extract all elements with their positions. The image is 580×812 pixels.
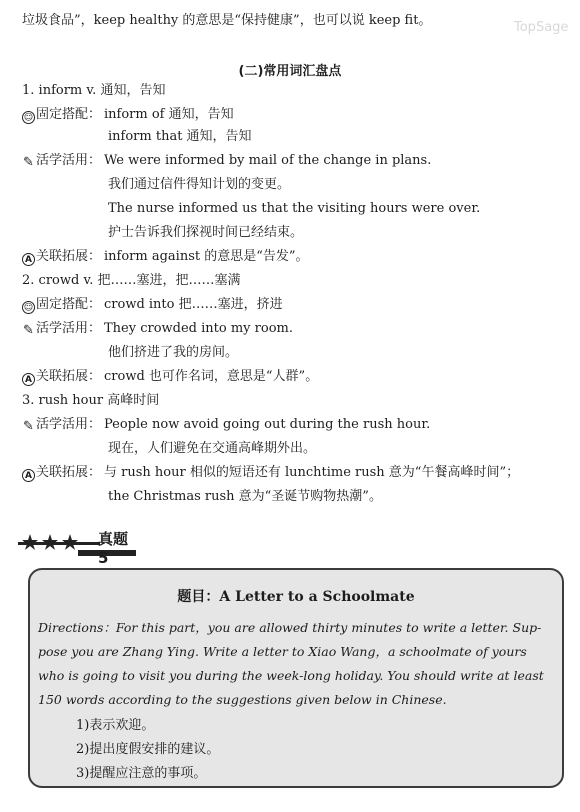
entry-1-use-1: We were informed by mail of the change in plans. [104,153,432,168]
smile-icon: ☺ [23,303,34,313]
entry-1-fixed-2: inform that 通知，告知 [108,129,252,144]
entry-3-ext-1: 与 rush hour 相似的短语还有 lunchtime rush 意为“午餐高峰时间”； [104,465,520,480]
entry-3-ext-2: the Christmas rush 意为“圣诞节购物热潮”。 [108,489,382,504]
link-icon: A [22,253,35,266]
directions-line-1: Directions：For this part，you are allowed thirty minutes to write a letter. Sup- [38,620,542,635]
entry-2-use-label: ✎ 活学活用： [23,321,102,338]
entry-1-use-2: The nurse informed us that the visiting hours were over. [108,201,481,216]
entry-1-use-2-cn: 护士告诉我们探视时间已经结束。 [108,225,304,240]
entry-2-heading: 2. crowd v. 把……塞进，把……塞满 [22,273,241,288]
intro-line: 垃圾食品”，keep healthy 的意思是“保持健康”，也可以说 keep fit。 [22,13,432,28]
task-box [28,568,564,788]
entry-1-fixed-label: ☺ 固定搭配： [23,107,102,123]
entry-2-fixed: crowd into 把……塞进，挤进 [104,297,283,312]
entry-2-ext: crowd 也可作名词，意思是“人群”。 [104,369,319,384]
directions-line-3: who is going to visit you during the week-long holiday. You should write at least [38,668,544,683]
entry-2-fixed-label: ☺ 固定搭配： [23,297,102,313]
entry-1-ext: inform against 的意思是“告发”。 [104,249,309,264]
entry-3-use-label: ✎ 活学活用： [23,417,102,434]
directions-line-4: 150 words according to the suggestions given below in Chinese. [38,692,447,707]
entry-3-use: People now avoid going out during the rush hour. [104,417,431,432]
requirement-1: 1)表示欢迎。 [76,718,155,733]
requirement-3: 3)提醒应注意的事项。 [76,766,207,781]
section-title: (二)常用词汇盘点 [238,64,342,79]
exam-banner [18,524,138,567]
smile-icon: ☺ [23,113,34,123]
entry-1-fixed-1: inform of 通知，告知 [104,107,234,122]
link-icon: A [22,373,35,386]
directions-line-2: pose you are Zhang Ying. Write a letter to Xiao Wang，a schoolmate of yours [38,644,527,659]
requirement-2: 2)提出度假安排的建议。 [76,742,220,757]
task-title: 题目：A Letter to a Schoolmate [177,589,415,605]
entry-1-ext-label: A 关联拓展： [22,248,101,266]
link-icon: A [22,469,35,482]
quill-icon: ✎ [23,155,34,170]
watermark [490,0,580,60]
entry-1-use-1-cn: 我们通过信件得知计划的变更。 [108,177,291,192]
entry-2-use-cn: 他们挤进了我的房间。 [108,345,239,360]
quill-icon: ✎ [23,323,34,338]
entry-3-heading: 3. rush hour 高峰时间 [22,393,160,408]
entry-3-ext-label: A 关联拓展： [22,464,101,482]
quill-icon: ✎ [23,419,34,434]
entry-1-heading: 1. inform v. 通知，告知 [22,83,166,98]
banner-label: 真题5 [98,530,129,567]
entry-2-ext-label: A 关联拓展： [22,368,101,386]
entry-1-use-label: ✎ 活学活用： [23,153,102,170]
entry-3-use-cn: 现在，人们避免在交通高峰期外出。 [108,441,317,456]
entry-2-use: They crowded into my room. [104,321,293,336]
watermark-text: TopSage [514,20,569,35]
